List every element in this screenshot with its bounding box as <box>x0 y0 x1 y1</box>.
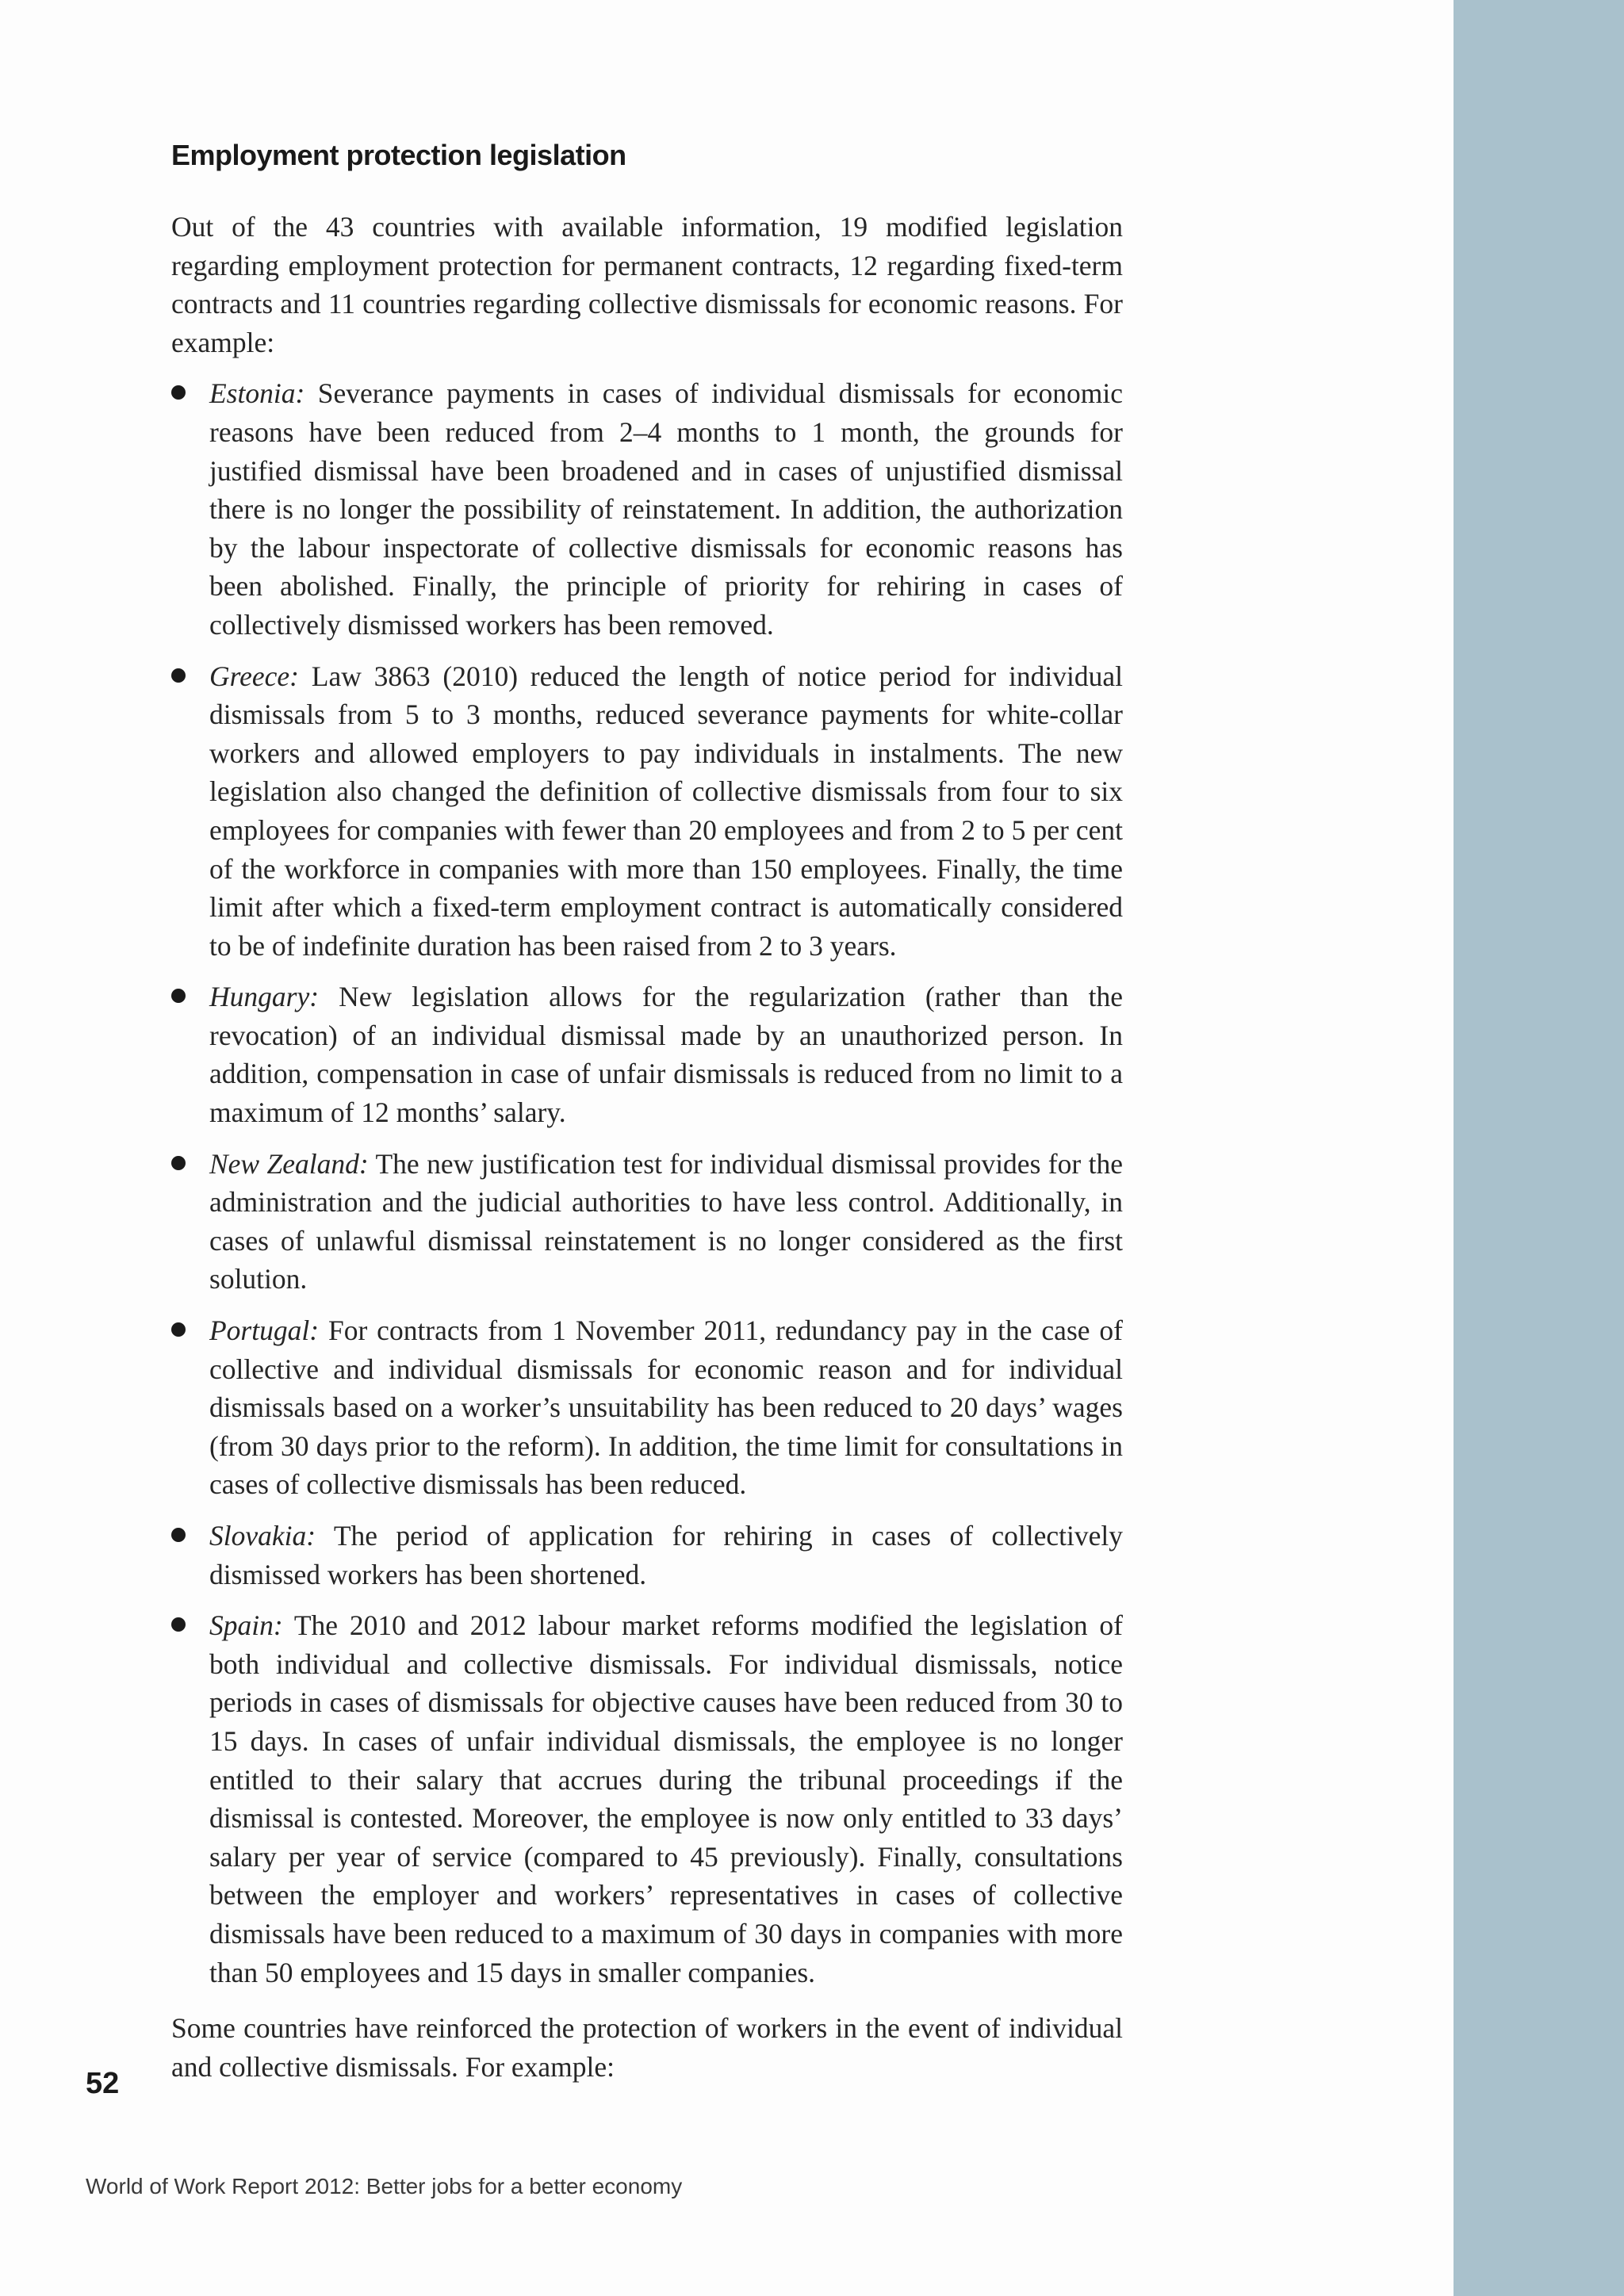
bullet-dot-icon <box>171 668 186 683</box>
bullet-item-spain <box>171 1606 1123 1992</box>
country-label: Greece: <box>209 660 299 692</box>
page-content <box>171 136 1123 2086</box>
bullet-dot-icon <box>171 1322 186 1337</box>
sidebar-color-band <box>1454 0 1624 2296</box>
bullet-text: Law 3863 (2010) reduced the length of notice period for individual dismissals from 5 to 3 months, reduced severance payments for white-collar workers and allowed employers to pay individuals in instalments. The new legislation also changed the definition of collective dismissals from four to six employees for companies with fewer than 20 employees and from 2 to 5 per cent of the workforce in companies with more than 150 employees. Finally, the time limit after which a fixed-term employment contract is automatically considered to be of indefinite duration has been raised from 2 to 3 years. <box>209 660 1123 962</box>
bullet-dot-icon <box>171 385 186 400</box>
bullet-dot-icon <box>171 1156 186 1170</box>
country-label: Slovakia: <box>209 1520 316 1552</box>
bullet-text: The 2010 and 2012 labour market reforms modified the legislation of both individual and collective dismissals. For individual dismissals, notice periods in cases of dismissals for objective causes have been reduced from 30 to 15 days. In cases of unfair individual dismissals, the employee is no longer entitled to their salary that accrues during the tribunal proceedings if the dismissal is contested. Moreover, the employee is now only entitled to 33 days’ salary per year of service (compared to 45 previously). Finally, consultations between the employer and workers’ representatives in cases of collective dismissals have been reduced to a maximum of 30 days in companies with more than 50 employees and 15 days in smaller companies. <box>209 1609 1123 1988</box>
intro-paragraph: Out of the 43 countries with available information, 19 modified legislation regarding employment protection for permanent contracts, 12 regarding fixed-term contracts and 11 countries regarding collective dismissals for economic reasons. For example: <box>171 211 1123 358</box>
bullet-item-hungary <box>171 978 1123 1131</box>
running-footer: World of Work Report 2012: Better jobs for a better economy <box>86 2174 683 2198</box>
bullet-item-greece <box>171 657 1123 966</box>
bullet-item-portugal <box>171 1311 1123 1504</box>
bullet-text: The new justification test for individual dismissal provides for the administration and the judicial authorities to have less control. Additionally, in cases of unlawful dismissal reinstatement is no longer considered as the first solution. <box>209 1147 1123 1295</box>
bullet-dot-icon <box>171 1528 186 1542</box>
bullet-text: The period of application for rehiring in cases of collectively dismissed workers has been shortened. <box>209 1520 1123 1590</box>
country-bullet-list <box>171 374 1123 1992</box>
bullet-item-new-zealand <box>171 1145 1123 1299</box>
bullet-item-slovakia <box>171 1517 1123 1594</box>
country-label: Portugal: <box>209 1314 320 1347</box>
closing-paragraph: Some countries have reinforced the protection of workers in the event of individual and collective dismissals. For example: <box>171 2012 1123 2083</box>
bullet-text: Severance payments in cases of individual dismissals for economic reasons have been reduced from 2–4 months to 1 month, the grounds for justified dismissal have been broadened and in cases of unjustified dismissal there is no longer the possibility of reinstatement. In addition, the authorization by the labour inspectorate of collective dismissals for economic reasons has been abolished. Finally, the principle of priority for rehiring in cases of collectively dismissed workers has been removed. <box>209 377 1123 641</box>
country-label: New Zealand: <box>209 1147 369 1180</box>
page-number: 52 <box>86 2067 120 2100</box>
country-label: Hungary: <box>209 981 320 1013</box>
country-label: Estonia: <box>209 377 305 410</box>
bullet-text: New legislation allows for the regularization (rather than the revocation) of an individual dismissal made by an unauthorized person. In addition, compensation in case of unfair dismissals is reduced from no limit to a maximum of 12 months’ salary. <box>209 981 1123 1129</box>
bullet-text: For contracts from 1 November 2011, redundancy pay in the case of collective and individual dismissals for economic reason and for individual dismissals based on a worker’s unsuitability has been reduced to 20 days’ wages (from 30 days prior to the reform). In addition, the time limit for consultations in cases of collective dismissals has been reduced. <box>209 1314 1123 1501</box>
bullet-dot-icon <box>171 989 186 1003</box>
section-heading: Employment protection legislation <box>171 139 626 171</box>
country-label: Spain: <box>209 1609 283 1642</box>
bullet-item-estonia <box>171 374 1123 644</box>
bullet-dot-icon <box>171 1617 186 1632</box>
